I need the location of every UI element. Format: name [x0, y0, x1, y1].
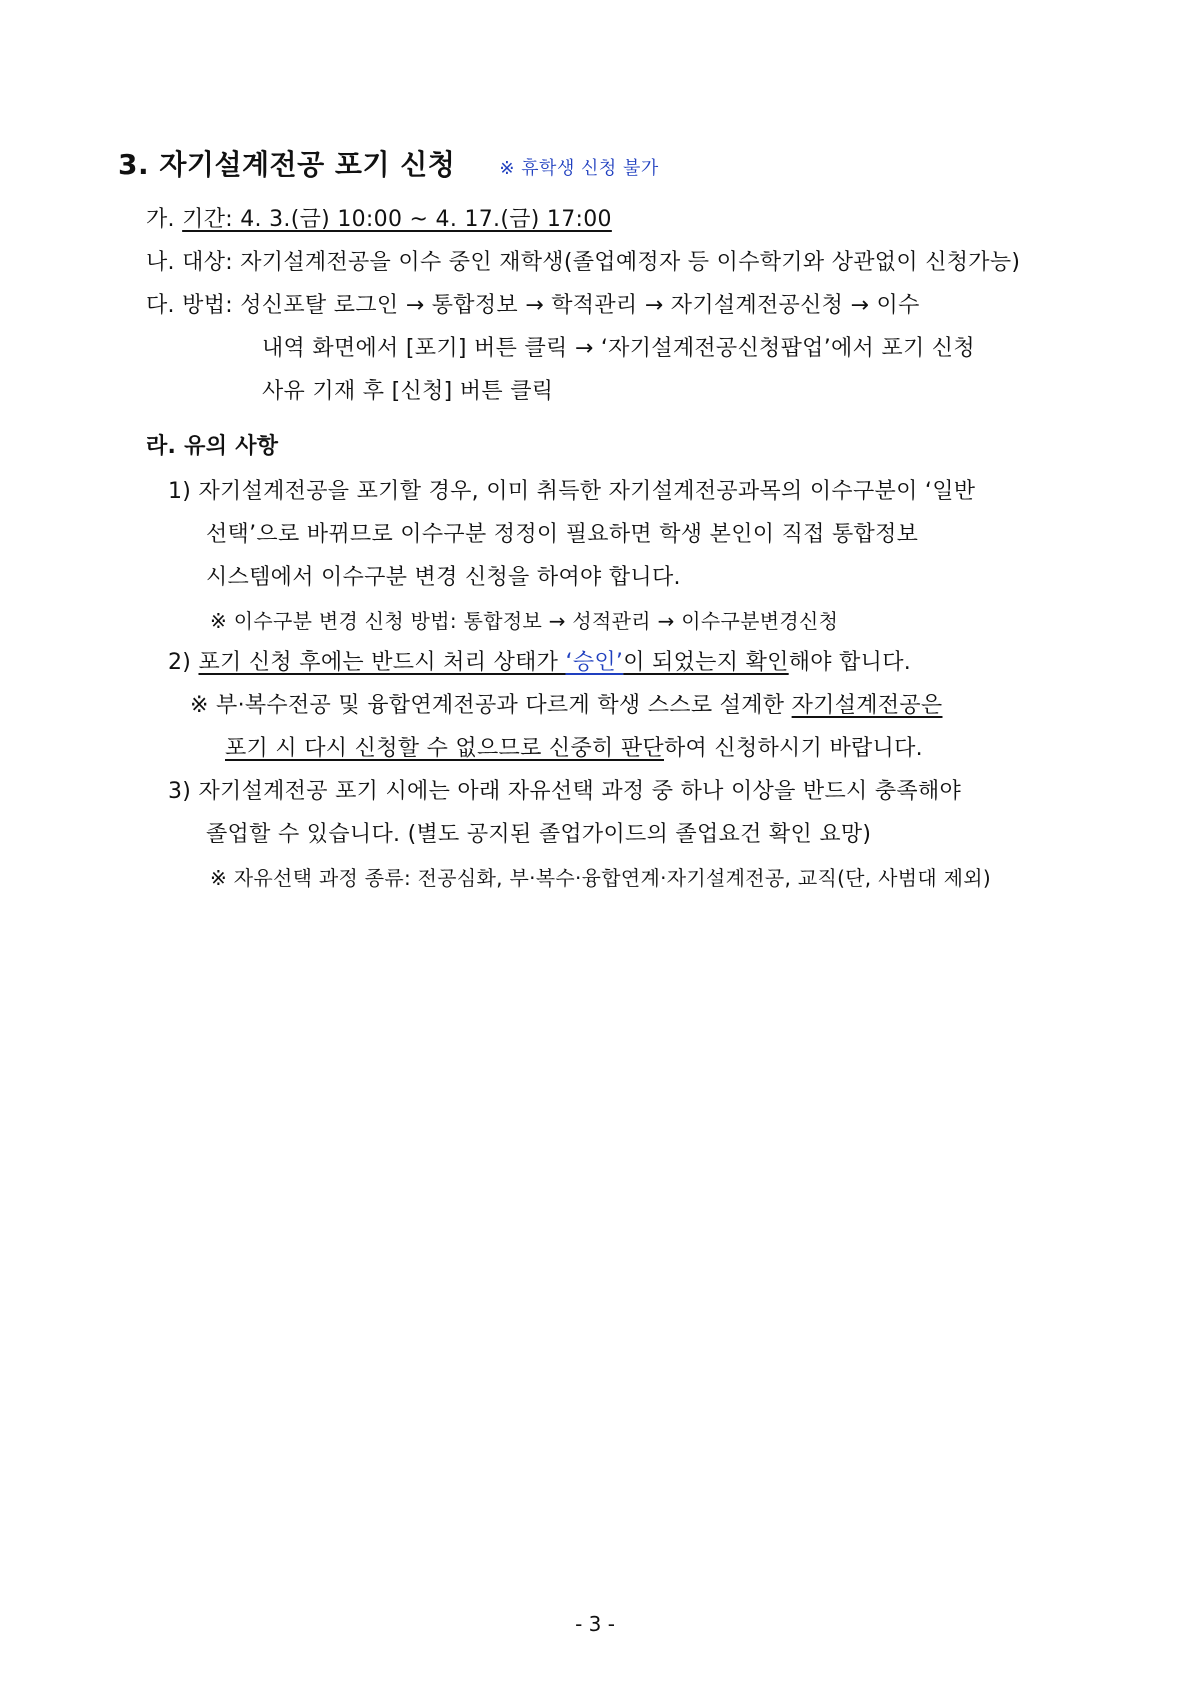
- item-method-line2: 내역 화면에서 [포기] 버튼 클릭 → ‘자기설계전공신청팝업’에서 포기 신청: [262, 336, 975, 361]
- note1-sub: ※ 이수구분 변경 신청 방법: 통합정보 → 성적관리 → 이수구분변경신청: [210, 609, 839, 633]
- note2-warning-line2: [225, 734, 923, 764]
- section-title: [118, 150, 659, 184]
- item-target-text: 대상: 자기설계전공을 이수 중인 재학생(졸업예정자 등 이수학기와 상관없이 신청가능): [182, 250, 1021, 275]
- note3-sub: ※ 자유선택 과정 종류: 전공심화, 부·복수·융합연계·자기설계전공, 교직(단, 사범대 제외): [210, 866, 991, 890]
- item-target-label: 나.: [146, 250, 183, 275]
- note2-warning-text: ※ 부·복수전공 및 융합연계전공과 다르게 학생 스스로 설계한: [190, 693, 792, 718]
- note2-warning-underlined-2: 포기 시 다시 신청할 수 없으므로 신중히 판단: [225, 736, 664, 761]
- note2-underlined-2: 이 되었는지 확인: [623, 650, 789, 675]
- item-method-text-1: 방법: 성신포탈 로그인 → 통합정보 → 학적관리 → 자기설계전공신청 → 이수: [182, 293, 920, 318]
- note1-line1: 1) 자기설계전공을 포기할 경우, 이미 취득한 자기설계전공과목의 이수구분이 ‘일반: [168, 479, 976, 504]
- note2-warning-line1: [190, 691, 943, 721]
- item-method-label: 다.: [146, 293, 183, 318]
- note3-line1: 3) 자기설계전공 포기 시에는 아래 자유선택 과정 중 하나 이상을 반드시 충족해야: [168, 779, 962, 804]
- note1-line2: 선택’으로 바뀌므로 이수구분 정정이 필요하면 학생 본인이 직접 통합정보: [206, 522, 919, 547]
- note2-tail: 해야 합니다.: [788, 650, 912, 675]
- note2-line1: [168, 648, 911, 678]
- item-period-text: 기간: 4. 3.(금) 10:00 ~ 4. 17.(금) 17:00: [182, 207, 612, 232]
- item-method-line1: [146, 291, 920, 321]
- note3-line2: 졸업할 수 있습니다. (별도 공지된 졸업가이드의 졸업요건 확인 요망): [206, 822, 872, 847]
- item-method-line3: 사유 기재 후 [신청] 버튼 클릭: [262, 379, 554, 404]
- approved-status-text: ‘승인’: [565, 650, 624, 675]
- leave-student-note: ※ 휴학생 신청 불가: [499, 158, 659, 179]
- item-period: [146, 205, 612, 235]
- item-target: [146, 248, 1020, 278]
- note1-line3: 시스템에서 이수구분 변경 신청을 하여야 합니다.: [206, 565, 681, 590]
- note2-warning-tail: 하여 신청하시기 바랍니다.: [664, 736, 923, 761]
- item-period-label: 가.: [146, 207, 183, 232]
- note2-number: 2): [168, 650, 199, 675]
- note2-underlined-1: 포기 신청 후에는 반드시 처리 상태가: [198, 650, 566, 675]
- note2-warning-underlined: 자기설계전공은: [791, 693, 943, 718]
- page-number: - 3 -: [575, 1612, 615, 1636]
- section-title-text: 3. 자기설계전공 포기 신청: [118, 148, 456, 181]
- cautions-heading: 라. 유의 사항: [146, 434, 279, 459]
